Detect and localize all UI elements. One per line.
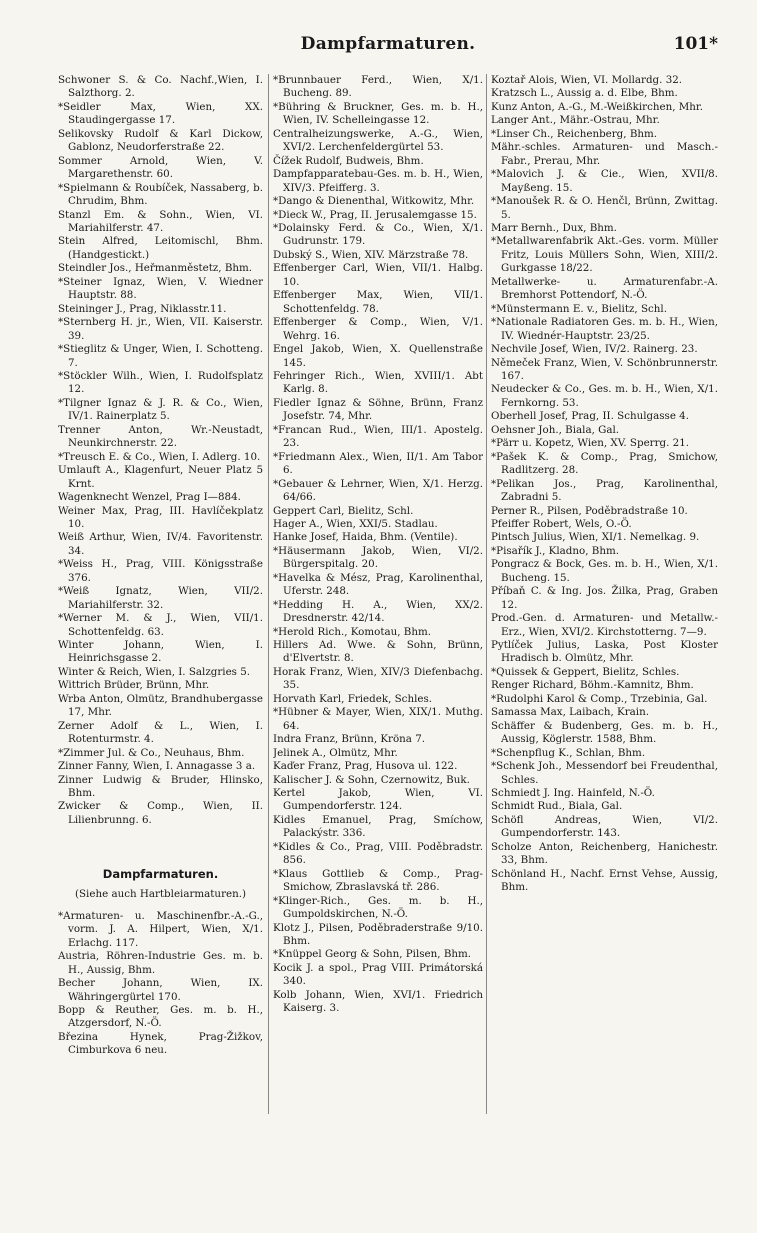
directory-entry: Příbaň C. & Ing. Jos. Žilka, Prag, Graben 12. (491, 585, 718, 611)
directory-entry: Kalischer J. & Sohn, Czernowitz, Buk. (273, 773, 470, 786)
directory-entry: Klotz J., Pilsen, Poděbraderstraße 9/10. Bhm. (273, 921, 483, 947)
directory-entry: Wrba Anton, Olmütz, Brandhubergasse 17, Mhr. (58, 692, 263, 719)
directory-entry: Zwicker & Comp., Wien, II. Lilienbrunng. 6. (58, 800, 263, 826)
directory-entry: Pongracz & Bock, Ges. m. b. H., Wien, X/1. Bucheng. 15. (491, 558, 718, 584)
directory-entry: *Havelka & Mész, Prag, Karolinenthal, Uferstr. 248. (273, 571, 483, 598)
directory-entry: *Stöckler Wilh., Wien, I. Rudolfsplatz 12. (58, 369, 263, 396)
section-heading: Dampfarmaturen. (102, 867, 219, 882)
directory-entry: Indra Franz, Brünn, Kröna 7. (273, 733, 426, 746)
directory-entry: *Linser Ch., Reichenberg, Bhm. (491, 127, 658, 140)
directory-entry: Kocik J. a spol., Prag VIII. Primátorská 340. (273, 961, 483, 988)
column-1 (58, 74, 263, 1174)
directory-entry: Horak Franz, Wien, XIV/3 Diefenbachg. 35. (273, 665, 483, 692)
directory-entry: *Pelikan Jos., Prag, Karolinenthal, Zabradni 5. (491, 477, 718, 504)
directory-entry: Stanzl Em. & Sohn., Wien, VI. Mariahilferstr. 47. (58, 208, 263, 234)
directory-entry: Fiedler Ignaz & Söhne, Brünn, Franz Josefstr. 74, Mhr. (273, 396, 483, 423)
column-divider (486, 74, 487, 1114)
directory-entry: *Spielmann & Roubíček, Nassaberg, b. Chrudim, Bhm. (58, 181, 263, 208)
directory-entry: Winter Johann, Wien, I. Heinrichsgasse 2. (58, 639, 263, 665)
directory-entry: *Armaturen- u. Maschinenfbr.-A.-G., vorm. J. A. Hilpert, Wien, X/1. Erlachg. 117. (58, 909, 263, 949)
directory-entry: *Weiss H., Prag, VIII. Königsstraße 376. (58, 558, 263, 584)
directory-entry: Geppert Carl, Bielitz, Schl. (273, 504, 414, 517)
directory-entry: Hanke Josef, Haida, Bhm. (Ventile). (273, 531, 458, 544)
directory-entry: *Weiß Ignatz, Wien, VII/2. Mariahilferstr. 32. (58, 585, 263, 611)
section-gap (58, 827, 263, 867)
directory-entry: Samassa Max, Laibach, Krain. (491, 706, 650, 719)
directory-entry: Umlauft A., Klagenfurt, Neuer Platz 5 Krnt. (58, 464, 263, 490)
directory-entry: Effenberger & Comp., Wien, V/1. Wehrg. 16. (273, 316, 483, 342)
directory-entry: *Knüppel Georg & Sohn, Pilsen, Bhm. (273, 948, 472, 961)
directory-entry: Oehsner Joh., Biala, Gal. (491, 423, 620, 436)
directory-entry: Fehringer Rich., Wien, XVIII/1. Abt Karlg. 8. (273, 369, 483, 396)
directory-entry: *Hedding H. A., Wien, XX/2. Dresdnerstr. 42/14. (273, 598, 483, 625)
directory-entry: Koztař Alois, Wien, VI. Mollardg. 32. (491, 74, 683, 86)
directory-entry: Schöfl Andreas, Wien, VI/2. Gumpendorferstr. 143. (491, 813, 718, 840)
directory-entry: *Schenpflug K., Schlan, Bhm. (491, 746, 646, 759)
directory-entry: Winter & Reich, Wien, I. Salzgries 5. (58, 665, 251, 678)
directory-entry: Selikovsky Rudolf & Karl Dickow, Gablonz, Neudorferstraße 22. (58, 127, 263, 154)
directory-entry: Zerner Adolf & L., Wien, I. Rotenturmstr. 4. (58, 719, 263, 746)
directory-entry: *Pärr u. Kopetz, Wien, XV. Sperrg. 21. (491, 437, 690, 450)
directory-entry: Jelinek A., Olmütz, Mhr. (273, 746, 398, 759)
directory-entry: *Steiner Ignaz, Wien, V. Wiedner Hauptstr. 88. (58, 275, 263, 302)
directory-entry: *Pašek K. & Comp., Prag, Smichow, Radlitzerg. 28. (491, 450, 718, 477)
directory-entry: Schmiedt J. Ing. Hainfeld, N.-Ö. (491, 787, 655, 800)
directory-entry: Steindler Jos., Heřmanměstetz, Bhm. (58, 262, 253, 275)
directory-entry: Wagenknecht Wenzel, Prag I—884. (58, 491, 241, 504)
directory-entry: *Quissek & Geppert, Bielitz, Schles. (491, 665, 680, 678)
directory-entry: Metallwerke- u. Armaturenfabr.-A. Bremhorst Pottendorf, N.-Ö. (491, 275, 718, 302)
directory-entry: Schwoner S. & Co. Nachf.,Wien, I. Salzthorg. 2. (58, 74, 263, 100)
directory-columns (58, 74, 718, 1184)
page-number: 101* (673, 34, 718, 54)
directory-entry: *Hübner & Mayer, Wien, XIX/1. Muthg. 64. (273, 706, 483, 732)
directory-entry: *Friedmann Alex., Wien, II/1. Am Tabor 6. (273, 450, 483, 477)
directory-entry: Kertel Jakob, Wien, VI. Gumpendorferstr. 124. (273, 787, 483, 813)
directory-entry: *Schenk Joh., Messendorf bei Freudenthal, Schles. (491, 760, 718, 786)
directory-entry: Weiß Arthur, Wien, IV/4. Favoritenstr. 34. (58, 531, 263, 557)
directory-entry: *Rudolphi Karol & Comp., Trzebinia, Gal. (491, 692, 708, 705)
directory-entry: *Münstermann E. v., Bielitz, Schl. (491, 302, 667, 315)
directory-entry: Kolb Johann, Wien, XVI/1. Friedrich Kaiserg. 3. (273, 988, 483, 1015)
directory-entry: Pintsch Julius, Wien, XI/1. Nemelkag. 9. (491, 531, 700, 544)
directory-entry: Hager A., Wien, XXI/5. Stadlau. (273, 517, 438, 530)
directory-entry: Renger Richard, Böhm.-Kamnitz, Bhm. (491, 679, 694, 692)
directory-entry: *Kidles & Co., Prag, VIII. Poděbradstr. 856. (273, 840, 483, 867)
directory-entry: Dampfapparatebau-Ges. m. b. H., Wien, XIV/3. Pfeifferg. 3. (273, 168, 483, 194)
page-header (58, 34, 718, 60)
directory-entry: Becher Johann, Wien, IX. Währingergürtel 170. (58, 977, 263, 1003)
directory-entry: *Francan Rud., Wien, III/1. Apostelg. 23. (273, 423, 483, 450)
directory-entry: Kunz Anton, A.-G., M.-Weißkirchen, Mhr. (491, 100, 703, 113)
directory-entry: Kratzsch L., Aussig a. d. Elbe, Bhm. (491, 87, 678, 100)
directory-entry: Březina Hynek, Prag-Žižkov, Cimburkova 6 neu. (58, 1030, 263, 1057)
directory-entry: *Tilgner Ignaz & J. R. & Co., Wien, IV/1. Rainerplatz 5. (58, 396, 263, 423)
directory-entry: *Pisařík J., Kladno, Bhm. (491, 544, 619, 557)
directory-entry: Stein Alfred, Leitomischl, Bhm. (Handgestickt.) (58, 235, 263, 261)
directory-entry: Mähr.-schles. Armaturen- und Masch.-Fabr., Prerau, Mhr. (491, 141, 718, 167)
directory-entry: *Nationale Radiatoren Ges. m. b. H., Wien, IV. Wiednér-Hauptstr. 23/25. (491, 316, 718, 342)
directory-entry: Schäffer & Budenberg, Ges. m. b. H., Aussig, Köglerstr. 1588, Bhm. (491, 719, 718, 746)
page-title: Dampfarmaturen. (300, 34, 476, 54)
directory-entry: *Metallwarenfabrik Akt.-Ges. vorm. Müller Fritz, Louis Müllers Sohn, Wien, XIII/2. Gurkgasse 18/22. (491, 235, 718, 275)
directory-entry: Prod.-Gen. d. Armaturen- und Metallw.-Erz., Wien, XVI/2. Kirchstotterng. 7—9. (491, 612, 718, 638)
directory-entry: Zinner Ludwig & Bruder, Hlinsko, Bhm. (58, 773, 263, 800)
directory-entry: *Stieglitz & Unger, Wien, I. Schotteng. 7. (58, 343, 263, 369)
directory-entry: *Bühring & Bruckner, Ges. m. b. H., Wien, IV. Schelleingasse 12. (273, 100, 483, 127)
directory-entry: Centralheizungswerke, A.-G., Wien, XVI/2. Lerchenfeldergürtel 53. (273, 127, 483, 154)
directory-entry: Steininger J., Prag, Niklasstr.11. (58, 302, 227, 315)
directory-entry: *Klinger-Rich., Ges. m. b. H., Gumpoldskirchen, N.-Ö. (273, 894, 483, 921)
directory-entry: Marr Bernh., Dux, Bhm. (491, 221, 617, 234)
directory-entry: Schönland H., Nachf. Ernst Vehse, Aussig, Bhm. (491, 867, 718, 894)
section-note: (Siehe auch Hartbleiarmaturen.) (74, 888, 247, 901)
directory-entry: Zinner Fanny, Wien, I. Annagasse 3 a. (58, 760, 256, 773)
directory-entry: *Dolainsky Ferd. & Co., Wien, X/1. Gudrunstr. 179. (273, 221, 483, 248)
directory-entry: *Sternberg H. jr., Wien, VII. Kaiserstr. 39. (58, 316, 263, 342)
directory-entry: Austria, Röhren-Industrie Ges. m. b. H., Aussig, Bhm. (58, 950, 263, 976)
directory-entry: *Klaus Gottlieb & Comp., Prag-Smichow, Zbraslavská tř. 286. (273, 867, 483, 894)
directory-entry: Scholze Anton, Reichenberg, Hanichestr. 33, Bhm. (491, 840, 718, 867)
directory-entry: *Werner M. & J., Wien, VII/1. Schottenfeldg. 63. (58, 612, 263, 638)
directory-entry: Kidles Emanuel, Prag, Smíchow, Palackýstr. 336. (273, 813, 483, 840)
directory-entry: Wittrich Brüder, Brünn, Mhr. (58, 679, 210, 692)
directory-entry: *Malovich J. & Cie., Wien, XVII/8. Mayßeng. 15. (491, 168, 718, 194)
directory-entry: Pytlíček Julius, Laska, Post Kloster Hradisch b. Olmütz, Mhr. (491, 639, 718, 665)
directory-entry: Němeček Franz, Wien, V. Schönbrunnerstr. 167. (491, 356, 718, 382)
directory-entry: Kaďer Franz, Prag, Husova ul. 122. (273, 760, 458, 773)
column-2 (273, 74, 483, 1174)
directory-entry: *Zimmer Jul. & Co., Neuhaus, Bhm. (58, 746, 245, 759)
directory-entry: *Gebauer & Lehrner, Wien, X/1. Herzg. 64/66. (273, 477, 483, 504)
directory-entry: Horvath Karl, Friedek, Schles. (273, 692, 433, 705)
directory-entry: *Seidler Max, Wien, XX. Staudingergasse 17. (58, 100, 263, 127)
directory-entry: Effenberger Carl, Wien, VII/1. Halbg. 10. (273, 262, 483, 288)
directory-entry: Engel Jakob, Wien, X. Quellenstraße 145. (273, 343, 483, 369)
column-3 (491, 74, 718, 1174)
directory-entry: Effenberger Max, Wien, VII/1. Schottenfeldg. 78. (273, 289, 483, 315)
directory-entry: Langer Ant., Mähr.-Ostrau, Mhr. (491, 114, 660, 127)
directory-entry: Oberhell Josef, Prag, II. Schulgasse 4. (491, 410, 690, 423)
directory-entry: Nechvile Josef, Wien, IV/2. Rainerg. 23. (491, 343, 698, 356)
directory-entry: Hillers Ad. Wwe. & Sohn, Brünn, d'Elvertstr. 8. (273, 639, 483, 665)
directory-entry: Sommer Arnold, Wien, V. Margarethenstr. 60. (58, 154, 263, 181)
directory-entry: Weiner Max, Prag, III. Havlíčekplatz 10. (58, 504, 263, 530)
directory-entry: Neudecker & Co., Ges. m. b. H., Wien, X/1. Fernkorng. 53. (491, 383, 718, 409)
directory-entry: Trenner Anton, Wr.-Neustadt, Neunkirchnerstr. 22. (58, 423, 263, 450)
directory-entry: *Dieck W., Prag, II. Jerusalemgasse 15. (273, 208, 477, 221)
directory-entry: Čížek Rudolf, Budweis, Bhm. (273, 154, 424, 167)
directory-entry: Schmidt Rud., Biala, Gal. (491, 800, 623, 813)
directory-entry: *Manoušek R. & O. Henčl, Brünn, Zwittag. 5. (491, 195, 718, 221)
directory-entry: *Häusermann Jakob, Wien, VI/2. Bürgerspitalg. 20. (273, 544, 483, 571)
directory-entry: *Brunnbauer Ferd., Wien, X/1. Bucheng. 89. (273, 74, 483, 100)
directory-entry: Dubský S., Wien, XIV. Märzstraße 78. (273, 248, 469, 261)
directory-entry: *Herold Rich., Komotau, Bhm. (273, 625, 432, 638)
directory-entry: Perner R., Pilsen, Poděbradstraße 10. (491, 504, 688, 517)
column-divider (268, 74, 269, 1114)
directory-entry: Bopp & Reuther, Ges. m. b. H., Atzgersdorf, N.-Ö. (58, 1004, 263, 1030)
directory-entry: *Dango & Dienenthal, Witkowitz, Mhr. (273, 195, 475, 208)
directory-entry: *Treusch E. & Co., Wien, I. Adlerg. 10. (58, 450, 261, 463)
directory-entry: Pfeiffer Robert, Wels, O.-Ö. (491, 517, 632, 530)
